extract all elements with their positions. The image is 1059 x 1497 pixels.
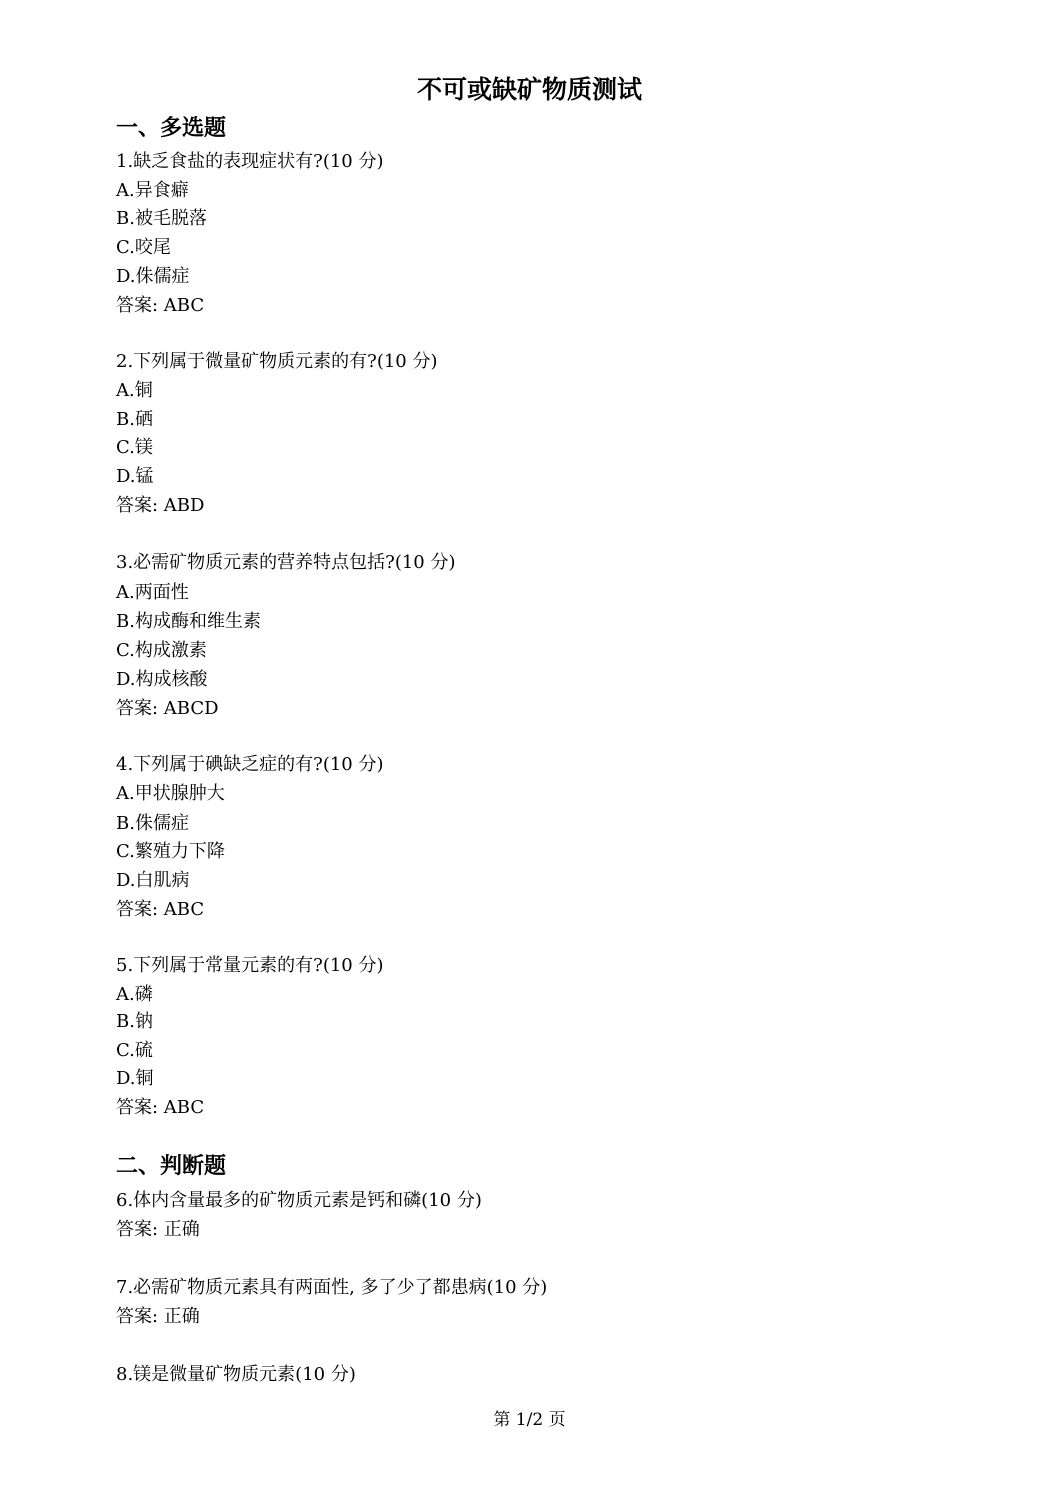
question-4: 4.下列属于碘缺乏症的有?(10 分) — [116, 754, 384, 775]
section-heading-true-false: 二、判断题 — [116, 1154, 227, 1179]
q4-answer: 答案: ABC — [116, 899, 205, 920]
q1-option-a: A.异食癖 — [116, 180, 189, 201]
q7-answer: 答案: 正确 — [116, 1306, 200, 1327]
page-number: 第 1/2 页 — [493, 1410, 566, 1430]
section-heading-multiple-choice: 一、多选题 — [116, 116, 227, 141]
question-3: 3.必需矿物质元素的营养特点包括?(10 分) — [116, 552, 456, 573]
q1-option-b: B.被毛脱落 — [116, 208, 207, 229]
question-6: 6.体内含量最多的矿物质元素是钙和磷(10 分) — [116, 1190, 482, 1211]
q3-option-b: B.构成酶和维生素 — [116, 611, 261, 632]
q2-option-a: A.铜 — [116, 380, 153, 401]
q4-option-a: A.甲状腺肿大 — [116, 783, 225, 804]
q5-option-c: C.硫 — [116, 1040, 153, 1061]
q2-option-b: B.硒 — [116, 409, 153, 430]
q5-option-d: D.铜 — [116, 1068, 154, 1089]
q1-option-c: C.咬尾 — [116, 237, 171, 258]
q5-answer: 答案: ABC — [116, 1097, 205, 1118]
q3-option-d: D.构成核酸 — [116, 669, 208, 690]
question-5: 5.下列属于常量元素的有?(10 分) — [116, 955, 384, 976]
question-7: 7.必需矿物质元素具有两面性, 多了少了都患病(10 分) — [116, 1277, 548, 1298]
question-8: 8.镁是微量矿物质元素(10 分) — [116, 1364, 356, 1385]
q4-option-c: C.繁殖力下降 — [116, 841, 225, 862]
q2-option-c: C.镁 — [116, 437, 153, 458]
q3-option-a: A.两面性 — [116, 582, 189, 603]
question-1: 1.缺乏食盐的表现症状有?(10 分) — [116, 151, 384, 172]
q2-option-d: D.锰 — [116, 466, 154, 487]
q3-option-c: C.构成激素 — [116, 640, 207, 661]
q2-answer: 答案: ABD — [116, 495, 205, 516]
question-2: 2.下列属于微量矿物质元素的有?(10 分) — [116, 351, 438, 372]
q5-option-a: A.磷 — [116, 984, 153, 1005]
q4-option-d: D.白肌病 — [116, 870, 190, 891]
q4-option-b: B.侏儒症 — [116, 813, 189, 834]
page-title: 不可或缺矿物质测试 — [416, 75, 642, 104]
q1-answer: 答案: ABC — [116, 295, 205, 316]
q3-answer: 答案: ABCD — [116, 698, 219, 719]
q1-option-d: D.侏儒症 — [116, 266, 190, 287]
q6-answer: 答案: 正确 — [116, 1219, 200, 1240]
q5-option-b: B.钠 — [116, 1011, 153, 1032]
